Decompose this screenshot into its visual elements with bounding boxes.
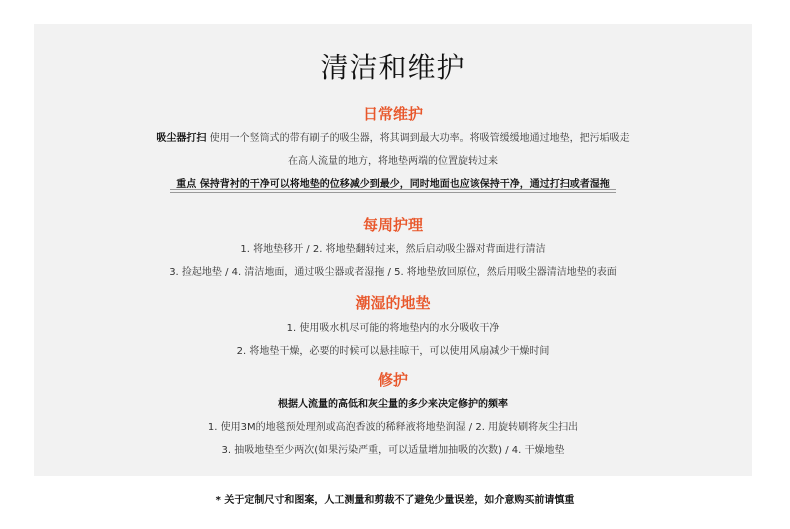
wet-line-2: 2. 将地垫干燥，必要的时候可以悬挂晾干，可以使用风扇减少干燥时间 [236,346,550,357]
daily-line-2: 在高人流量的地方，将地垫两端的位置旋转过来 [288,156,498,167]
repair-line-1: 1. 使用3M的地毯预处理剂或高泡香波的稀释液将地垫润湿 / 2. 用旋转刷将灰尘扫出 [207,422,579,433]
daily-line-1 [34,129,752,144]
footnote: * 关于定制尺寸和图案，人工测量和剪裁不了避免少量误差，如介意购买前请慎重 [215,495,575,506]
section-heading-repair: 修护 [377,371,408,389]
section-heading-wet: 潮湿的地垫 [355,294,431,312]
section-heading-daily: 日常维护 [362,105,423,123]
repair-line-2: 3. 抽吸地垫至少两次(如果污染严重，可以适量增加抽吸的次数) / 4. 干燥地垫 [221,445,565,456]
page-title: 清洁和维护 [320,51,466,84]
wet-line-1: 1. 使用吸水机尽可能的将地垫内的水分吸收干净 [286,323,500,334]
daily-line-1-text: 使用一个竖筒式的带有刷子的吸尘器，将其调到最大功率。将吸管缓缓地通过地垫，把污垢吸走 [206,133,630,144]
daily-key-point: 重点 保持背衬的干净可以将地垫的位移减少到最少，同时地面也应该保持干净，通过打扫或者湿拖 [176,179,610,190]
content-panel [34,24,752,476]
section-heading-weekly: 每周护理 [362,216,423,234]
divider [170,189,616,193]
weekly-line-2: 3. 捡起地垫 / 4. 清洁地面，通过吸尘器或者湿拖 / 5. 将地垫放回原位，然后用吸尘器清洁地垫的表面 [169,267,617,278]
repair-lead: 根据人流量的高低和灰尘量的多少来决定修护的频率 [278,399,508,410]
weekly-line-1: 1. 将地垫移开 / 2. 将地垫翻转过来，然后启动吸尘器对背面进行清洁 [240,244,546,255]
vacuum-label: 吸尘器打扫 [156,133,207,144]
